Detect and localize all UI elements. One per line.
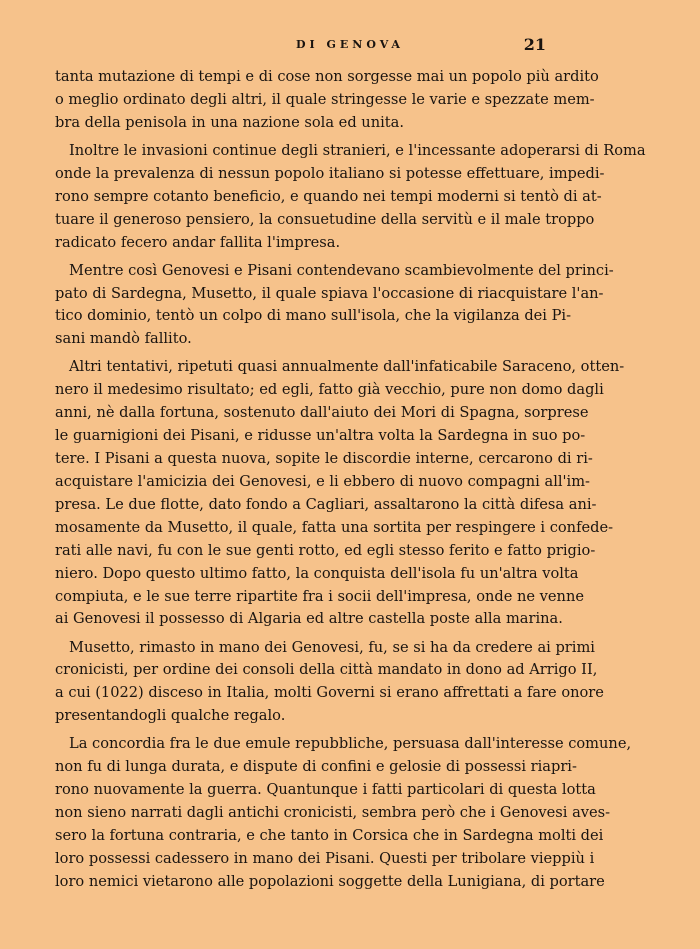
text-line: bra della penisola in una nazione sola ed unita. <box>55 113 404 131</box>
text-line: Altri tentativi, ripetuti quasi annualmente dall'infaticabile Saraceno, otten- <box>69 358 625 376</box>
text-line: rono nuovamente la guerra. Quantunque i fatti particolari di questa lotta <box>55 781 596 799</box>
text-line: presa. Le due flotte, dato fondo a Cagliari, assaltarono la città difesa ani- <box>55 495 597 513</box>
text-line: nero il medesimo risultato; ed egli, fatto già vecchio, pure non domo dagli <box>55 381 604 399</box>
text-line: tuare il generoso pensiero, la consuetudine della servitù e il male troppo <box>55 210 595 228</box>
paragraph <box>55 140 646 255</box>
text-line: presentandogli qualche regalo. <box>55 707 286 725</box>
paragraph <box>55 637 604 729</box>
paragraph <box>55 356 625 631</box>
text-line: anni, nè dalla fortuna, sostenuto dall'aiuto dei Mori di Spagna, sorprese <box>55 404 589 422</box>
paragraph <box>55 733 632 893</box>
text-line: cronicisti, per ordine dei consoli della città mandato in dono ad Arrigo II, <box>55 661 598 679</box>
text-line: Musetto, rimasto in mano dei Genovesi, fu, se si ha da credere ai primi <box>69 638 595 656</box>
paragraph <box>55 66 599 135</box>
text-line: compiuta, e le sue terre ripartite fra i socii dell'impresa, onde ne venne <box>55 587 584 605</box>
text-line: acquistare l'amicizia dei Genovesi, e li ebbero di nuovo compagni all'im- <box>55 472 590 490</box>
text-line: non fu di lunga durata, e dispute di confini e gelosie di possessi riapri- <box>55 758 577 776</box>
text-line: non sieno narrati dagli antichi cronicisti, sembra però che i Genovesi aves- <box>55 804 611 822</box>
text-line: tere. I Pisani a questa nuova, sopite le discordie interne, cercarono di ri- <box>55 450 593 468</box>
text-line: La concordia fra le due emule repubbliche, persuasa dall'interesse comune, <box>69 735 632 753</box>
running-title: DI GENOVA <box>296 38 404 51</box>
text-line: niero. Dopo questo ultimo fatto, la conquista dell'isola fu un'altra volta <box>55 564 579 582</box>
text-line: le guarnigioni dei Pisani, e ridusse un'altra volta la Sardegna in suo po- <box>55 427 586 445</box>
text-line: sero la fortuna contraria, e che tanto in Corsica che in Sardegna molti dei <box>55 826 604 844</box>
text-line: tico dominio, tentò un colpo di mano sull'isola, che la vigilanza dei Pi- <box>55 307 572 325</box>
text-line: Inoltre le invasioni continue degli stranieri, e l'incessante adoperarsi di Roma <box>69 141 646 159</box>
page-number: 21 <box>523 35 546 54</box>
text-line: pato di Sardegna, Musetto, il quale spiava l'occasione di riacquistare l'an- <box>55 284 604 302</box>
body-text <box>55 66 646 899</box>
text-line: radicato fecero andar fallita l'impresa. <box>55 233 341 251</box>
running-head <box>0 35 700 58</box>
text-line: Mentre così Genovesi e Pisani contendevano scambievolmente del princi- <box>69 261 614 279</box>
text-line: a cui (1022) disceso in Italia, molti Governi si erano affrettati a fare onore <box>55 684 604 702</box>
text-line: rati alle navi, fu con le sue genti rotto, ed egli stesso ferito e fatto prigio- <box>55 541 596 559</box>
text-line: sani mandò fallito. <box>55 330 192 348</box>
text-line: onde la prevalenza di nessun popolo italiano si potesse effettuare, impedi- <box>55 164 605 182</box>
paragraph <box>55 260 614 352</box>
text-line: ai Genovesi il possesso di Algaria ed altre castella poste alla marina. <box>55 610 563 628</box>
text-line: loro nemici vietarono alle popolazioni soggette della Lunigiana, di portare <box>55 872 605 890</box>
text-line: mosamente da Musetto, il quale, fatta una sortita per respingere i confede- <box>55 518 614 536</box>
text-line: o meglio ordinato degli altri, il quale stringesse le varie e spezzate mem- <box>55 90 595 108</box>
text-line: loro possessi cadessero in mano dei Pisani. Questi per tribolare vieppiù i <box>55 849 595 867</box>
text-line: rono sempre cotanto beneficio, e quando nei tempi moderni si tentò di at- <box>55 187 602 205</box>
text-line: tanta mutazione di tempi e di cose non sorgesse mai un popolo più ardito <box>55 68 599 85</box>
